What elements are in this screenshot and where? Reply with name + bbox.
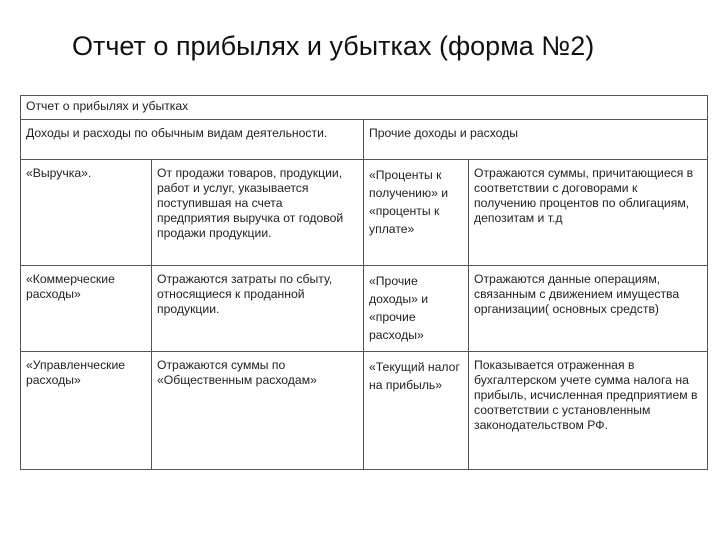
table-title-row	[21, 96, 708, 120]
table-row	[21, 352, 708, 470]
ordinary-term-cell	[21, 266, 152, 352]
ordinary-desc-text: Отражаются затраты по сбыту, относящиеся к проданной продукции.	[157, 272, 333, 316]
ordinary-desc-text: Отражаются суммы по «Общественным расходам»	[157, 358, 317, 387]
other-desc-cell	[469, 352, 708, 470]
other-desc-cell	[469, 160, 708, 266]
other-desc-text: Отражаются данные операциям, связанным с движением имущества организации( основных средств)	[474, 272, 680, 316]
ordinary-desc-cell	[152, 352, 364, 470]
table-title-cell	[21, 96, 708, 120]
other-desc-text: Показывается отраженная в бухгалтерском учете сумма налога на прибыль, исчисленная предприятием в соответствии с установленным законодательством РФ.	[474, 358, 698, 432]
other-desc-text: Отражаются суммы, причитающиеся в соответствии с договорами к получению процентов по облигациям, депозитам и т.д	[474, 166, 694, 225]
section-ordinary-text: Доходы и расходы по обычным видам деятельности.	[26, 126, 328, 140]
other-term-cell	[364, 352, 469, 470]
section-header-row	[21, 120, 708, 160]
other-term-text: «Текущий налог на прибыль»	[369, 360, 460, 392]
other-term-cell	[364, 266, 469, 352]
ordinary-desc-cell	[152, 160, 364, 266]
section-ordinary-cell	[21, 120, 364, 160]
profit-loss-table	[20, 95, 708, 470]
ordinary-desc-cell	[152, 266, 364, 352]
ordinary-term-text: «Управленческие расходы»	[26, 358, 126, 387]
ordinary-term-cell	[21, 352, 152, 470]
other-term-cell	[364, 160, 469, 266]
table-row	[21, 266, 708, 352]
other-term-text: «Проценты к получению» и «проценты к уплате»	[369, 168, 449, 236]
section-other-cell	[364, 120, 708, 160]
ordinary-term-cell	[21, 160, 152, 266]
ordinary-desc-text: От продажи товаров, продукции, работ и услуг, указывается поступившая на счета предприятия выручка от годовой продажи продукции.	[157, 166, 344, 240]
other-term-text: «Прочие доходы» и «прочие расходы»	[369, 274, 429, 342]
section-other-text: Прочие доходы и расходы	[369, 126, 519, 140]
table-title-text: Отчет о прибылях и убытках	[26, 99, 189, 113]
slide-title: Отчет о прибылях и убытках (форма №2)	[72, 31, 595, 61]
other-desc-cell	[469, 266, 708, 352]
ordinary-term-text: «Коммерческие расходы»	[26, 272, 115, 301]
ordinary-term-text: «Выручка».	[26, 166, 92, 180]
table-row	[21, 160, 708, 266]
